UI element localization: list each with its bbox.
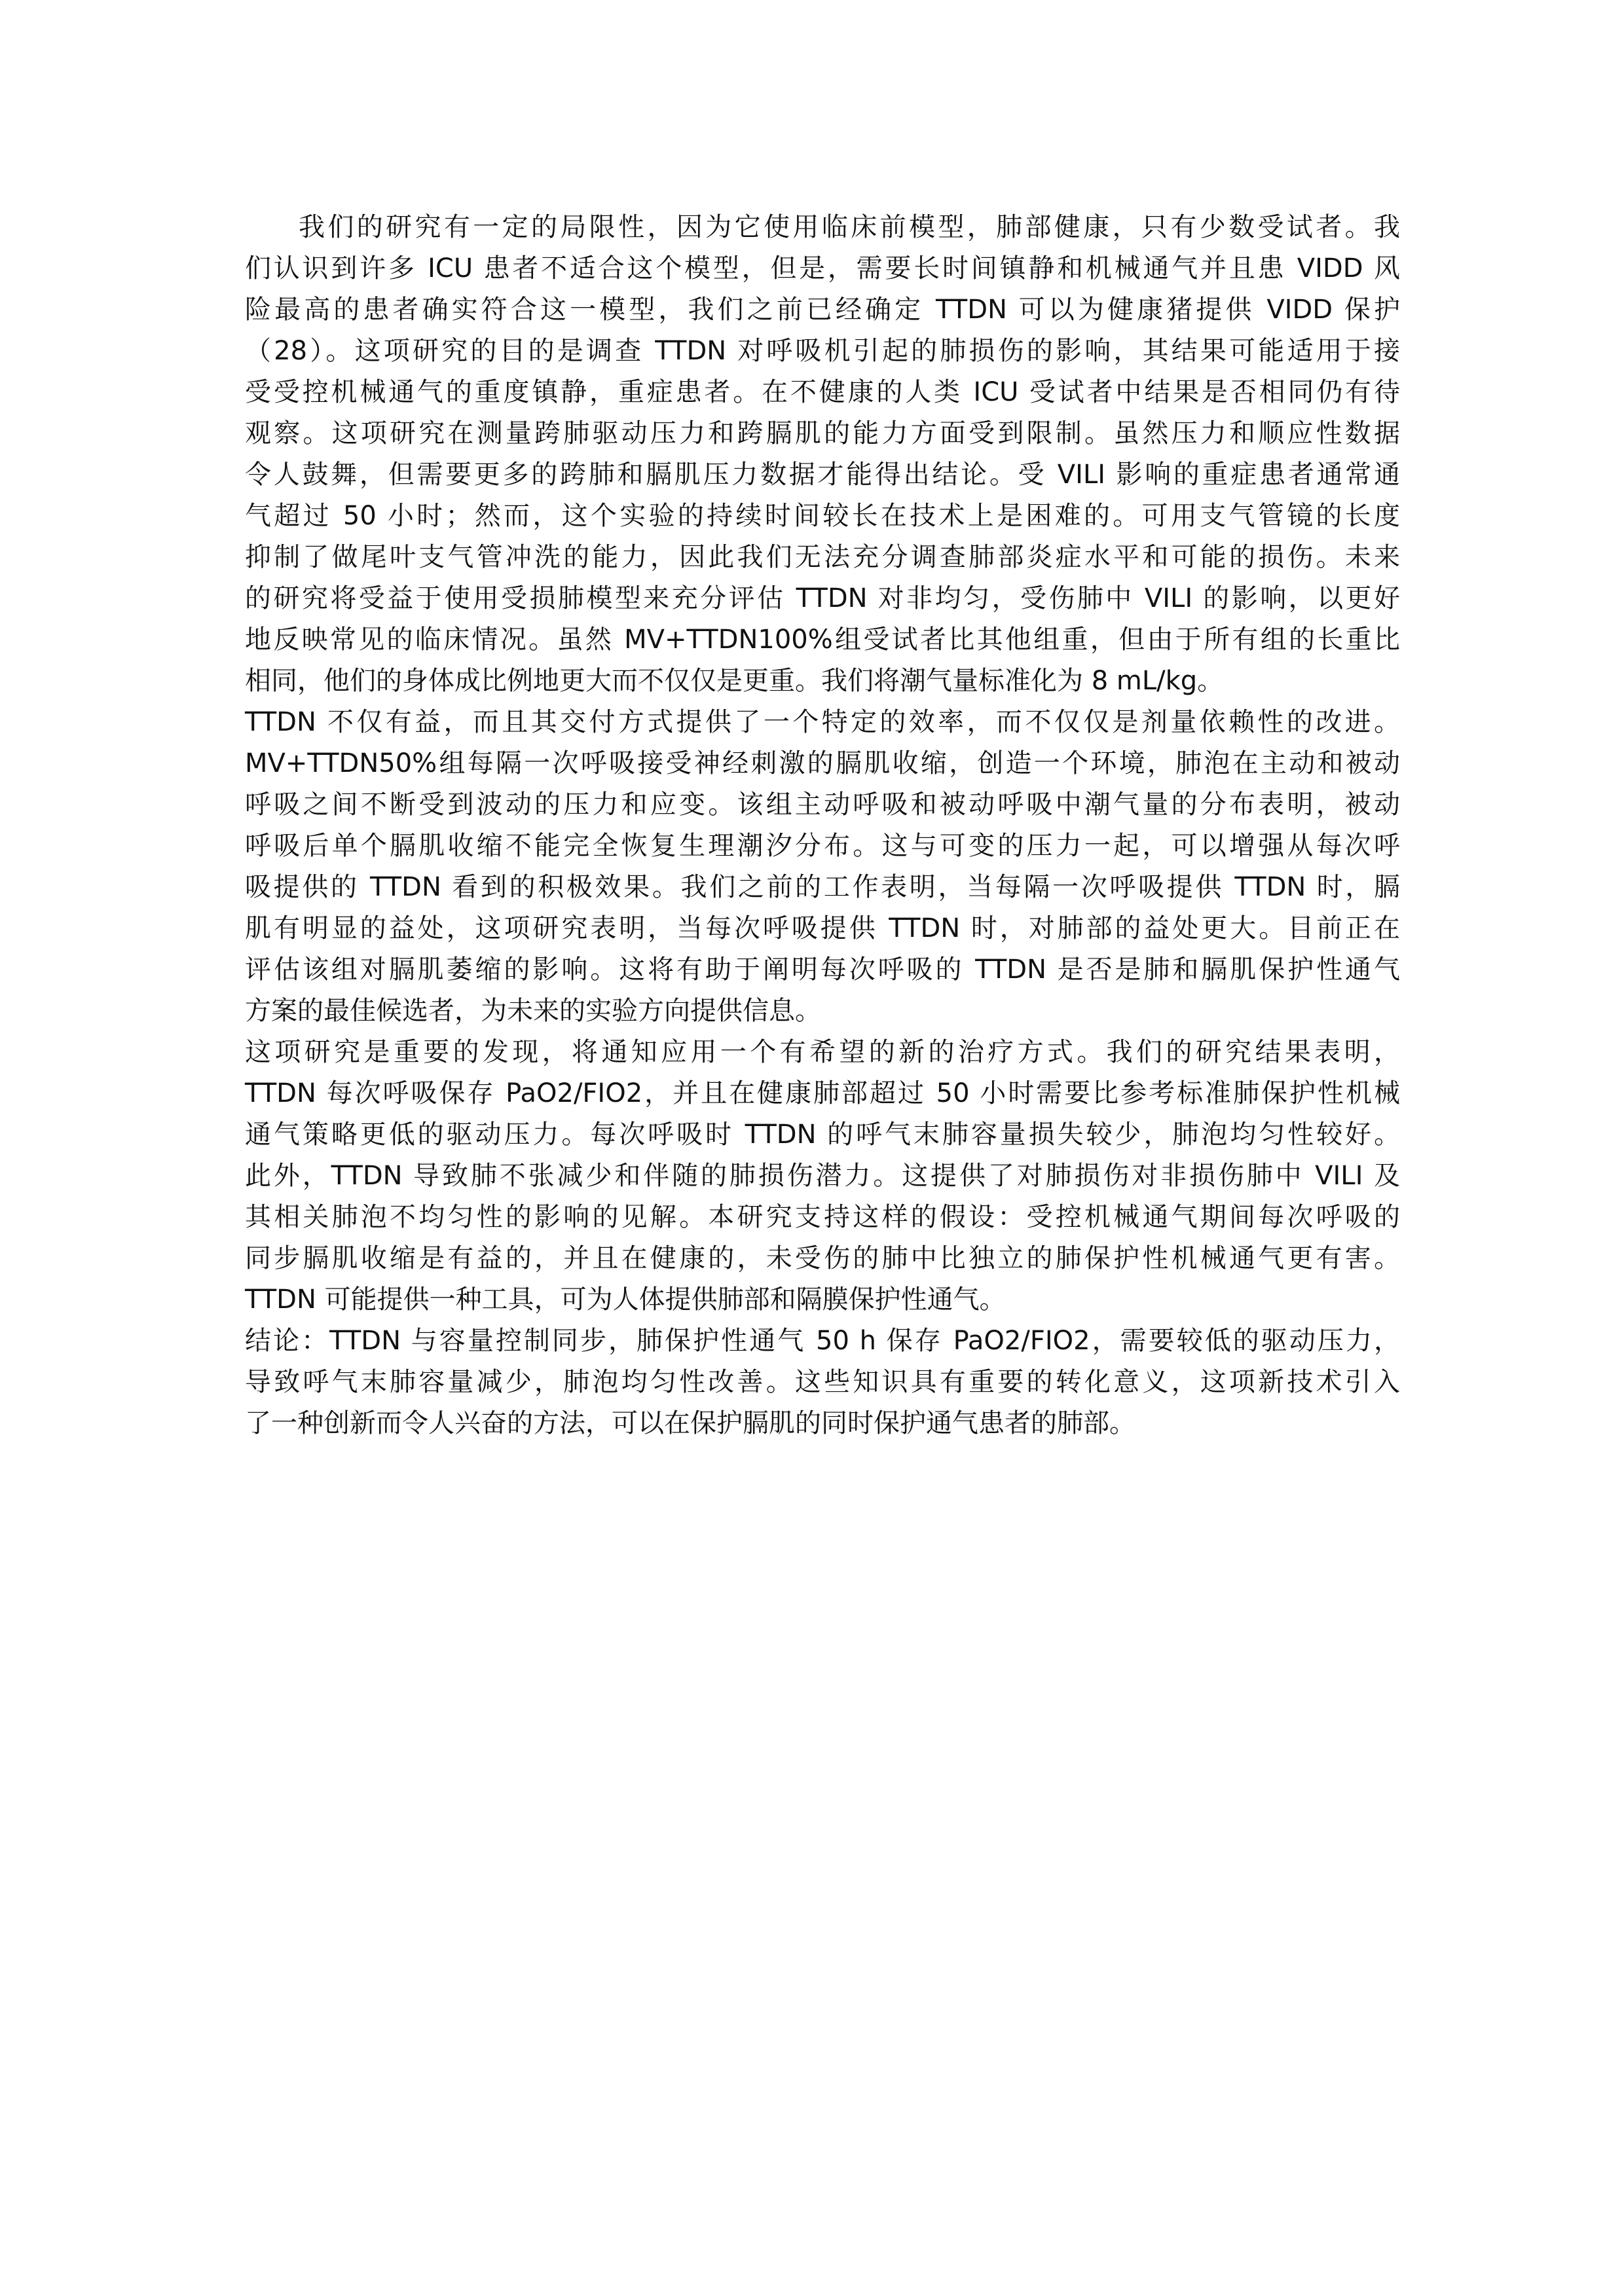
- text-line: 导致呼气末肺容量减少，肺泡均匀性改善。这些知识具有重要的转化意义，这项新技术引入: [245, 1367, 1400, 1397]
- text-line: 方案的最佳候选者，为未来的实验方向提供信息。: [245, 996, 821, 1026]
- text-line: 气超过 50 小时；然而，这个实验的持续时间较长在技术上是困难的。可用支气管镜的长度: [245, 501, 1400, 531]
- text-line: 险最高的患者确实符合这一模型，我们之前已经确定 TTDN 可以为健康猪提供 VIDD 保护: [245, 295, 1400, 325]
- text-line: 肌有明显的益处，这项研究表明，当每次呼吸提供 TTDN 时，对肺部的益处更大。目前正在: [245, 913, 1400, 943]
- paragraph-efficiency: [245, 702, 1400, 1032]
- text-line: TTDN 可能提供一种工具，可为人体提供肺部和隔膜保护性通气。: [245, 1285, 1006, 1315]
- paragraph-conclusion: [245, 1321, 1400, 1444]
- text-line: 我们的研究有一定的局限性，因为它使用临床前模型，肺部健康，只有少数受试者。我: [299, 212, 1400, 242]
- paragraph-limitations: [245, 207, 1400, 702]
- text-line: 评估该组对膈肌萎缩的影响。这将有助于阐明每次呼吸的 TTDN 是否是肺和膈肌保护性通气: [245, 955, 1400, 985]
- text-line: TTDN 每次呼吸保存 PaO2/FIO2，并且在健康肺部超过 50 小时需要比参考标准肺保护性机械: [245, 1078, 1400, 1108]
- text-line: 观察。这项研究在测量跨肺驱动压力和跨膈肌的能力方面受到限制。虽然压力和顺应性数据: [245, 418, 1400, 448]
- text-line: 此外，TTDN 导致肺不张减少和伴随的肺损伤潜力。这提供了对肺损伤对非损伤肺中 VILI 及: [245, 1161, 1400, 1191]
- text-line: 呼吸之间不断受到波动的压力和应变。该组主动呼吸和被动呼吸中潮气量的分布表明，被动: [245, 790, 1400, 820]
- text-line: 呼吸后单个膈肌收缩不能完全恢复生理潮汐分布。这与可变的压力一起，可以增强从每次呼: [245, 831, 1400, 861]
- text-line: 受受控机械通气的重度镇静，重症患者。在不健康的人类 ICU 受试者中结果是否相同仍有待: [245, 377, 1400, 407]
- text-line: 其相关肺泡不均匀性的影响的见解。本研究支持这样的假设：受控机械通气期间每次呼吸的: [245, 1202, 1400, 1232]
- text-line: 抑制了做尾叶支气管冲洗的能力，因此我们无法充分调查肺部炎症水平和可能的损伤。未来: [245, 542, 1400, 572]
- text-line: 地反映常见的临床情况。虽然 MV+TTDN100%组受试者比其他组重，但由于所有组的长重比: [245, 625, 1400, 655]
- text-line: MV+TTDN50%组每隔一次呼吸接受神经刺激的膈肌收缩，创造一个环境，肺泡在主动和被动: [245, 748, 1400, 778]
- text-line: 通气策略更低的驱动压力。每次呼吸时 TTDN 的呼气末肺容量损失较少，肺泡均匀性较好。: [245, 1120, 1400, 1150]
- text-line: 结论：TTDN 与容量控制同步，肺保护性通气 50 h 保存 PaO2/FIO2，需要较低的驱动压力，: [245, 1326, 1400, 1356]
- text-line: 们认识到许多 ICU 患者不适合这个模型，但是，需要长时间镇静和机械通气并且患 VIDD 风: [245, 253, 1400, 283]
- paragraph-findings: [245, 1032, 1400, 1321]
- text-line: 吸提供的 TTDN 看到的积极效果。我们之前的工作表明，当每隔一次呼吸提供 TTDN 时，膈: [245, 872, 1400, 902]
- text-line: 这项研究是重要的发现，将通知应用一个有希望的新的治疗方式。我们的研究结果表明，: [245, 1037, 1400, 1067]
- text-line: 了一种创新而令人兴奋的方法，可以在保护膈肌的同时保护通气患者的肺部。: [245, 1408, 1135, 1438]
- text-line: 的研究将受益于使用受损肺模型来充分评估 TTDN 对非均匀，受伤肺中 VILI 的影响，以更好: [245, 583, 1400, 613]
- text-line: 同步膈肌收缩是有益的，并且在健康的，未受伤的肺中比独立的肺保护性机械通气更有害。: [245, 1243, 1400, 1273]
- text-line: 相同，他们的身体成比例地更大而不仅仅是更重。我们将潮气量标准化为 8 mL/kg。: [245, 666, 1224, 696]
- text-line: （28）。这项研究的目的是调查 TTDN 对呼吸机引起的肺损伤的影响，其结果可能适用于接: [245, 336, 1400, 366]
- body-text: [245, 207, 1400, 1444]
- text-line: 令人鼓舞，但需要更多的跨肺和膈肌压力数据才能得出结论。受 VILI 影响的重症患者通常通: [245, 460, 1400, 490]
- text-line: TTDN 不仅有益，而且其交付方式提供了一个特定的效率，而不仅仅是剂量依赖性的改进。: [245, 707, 1400, 737]
